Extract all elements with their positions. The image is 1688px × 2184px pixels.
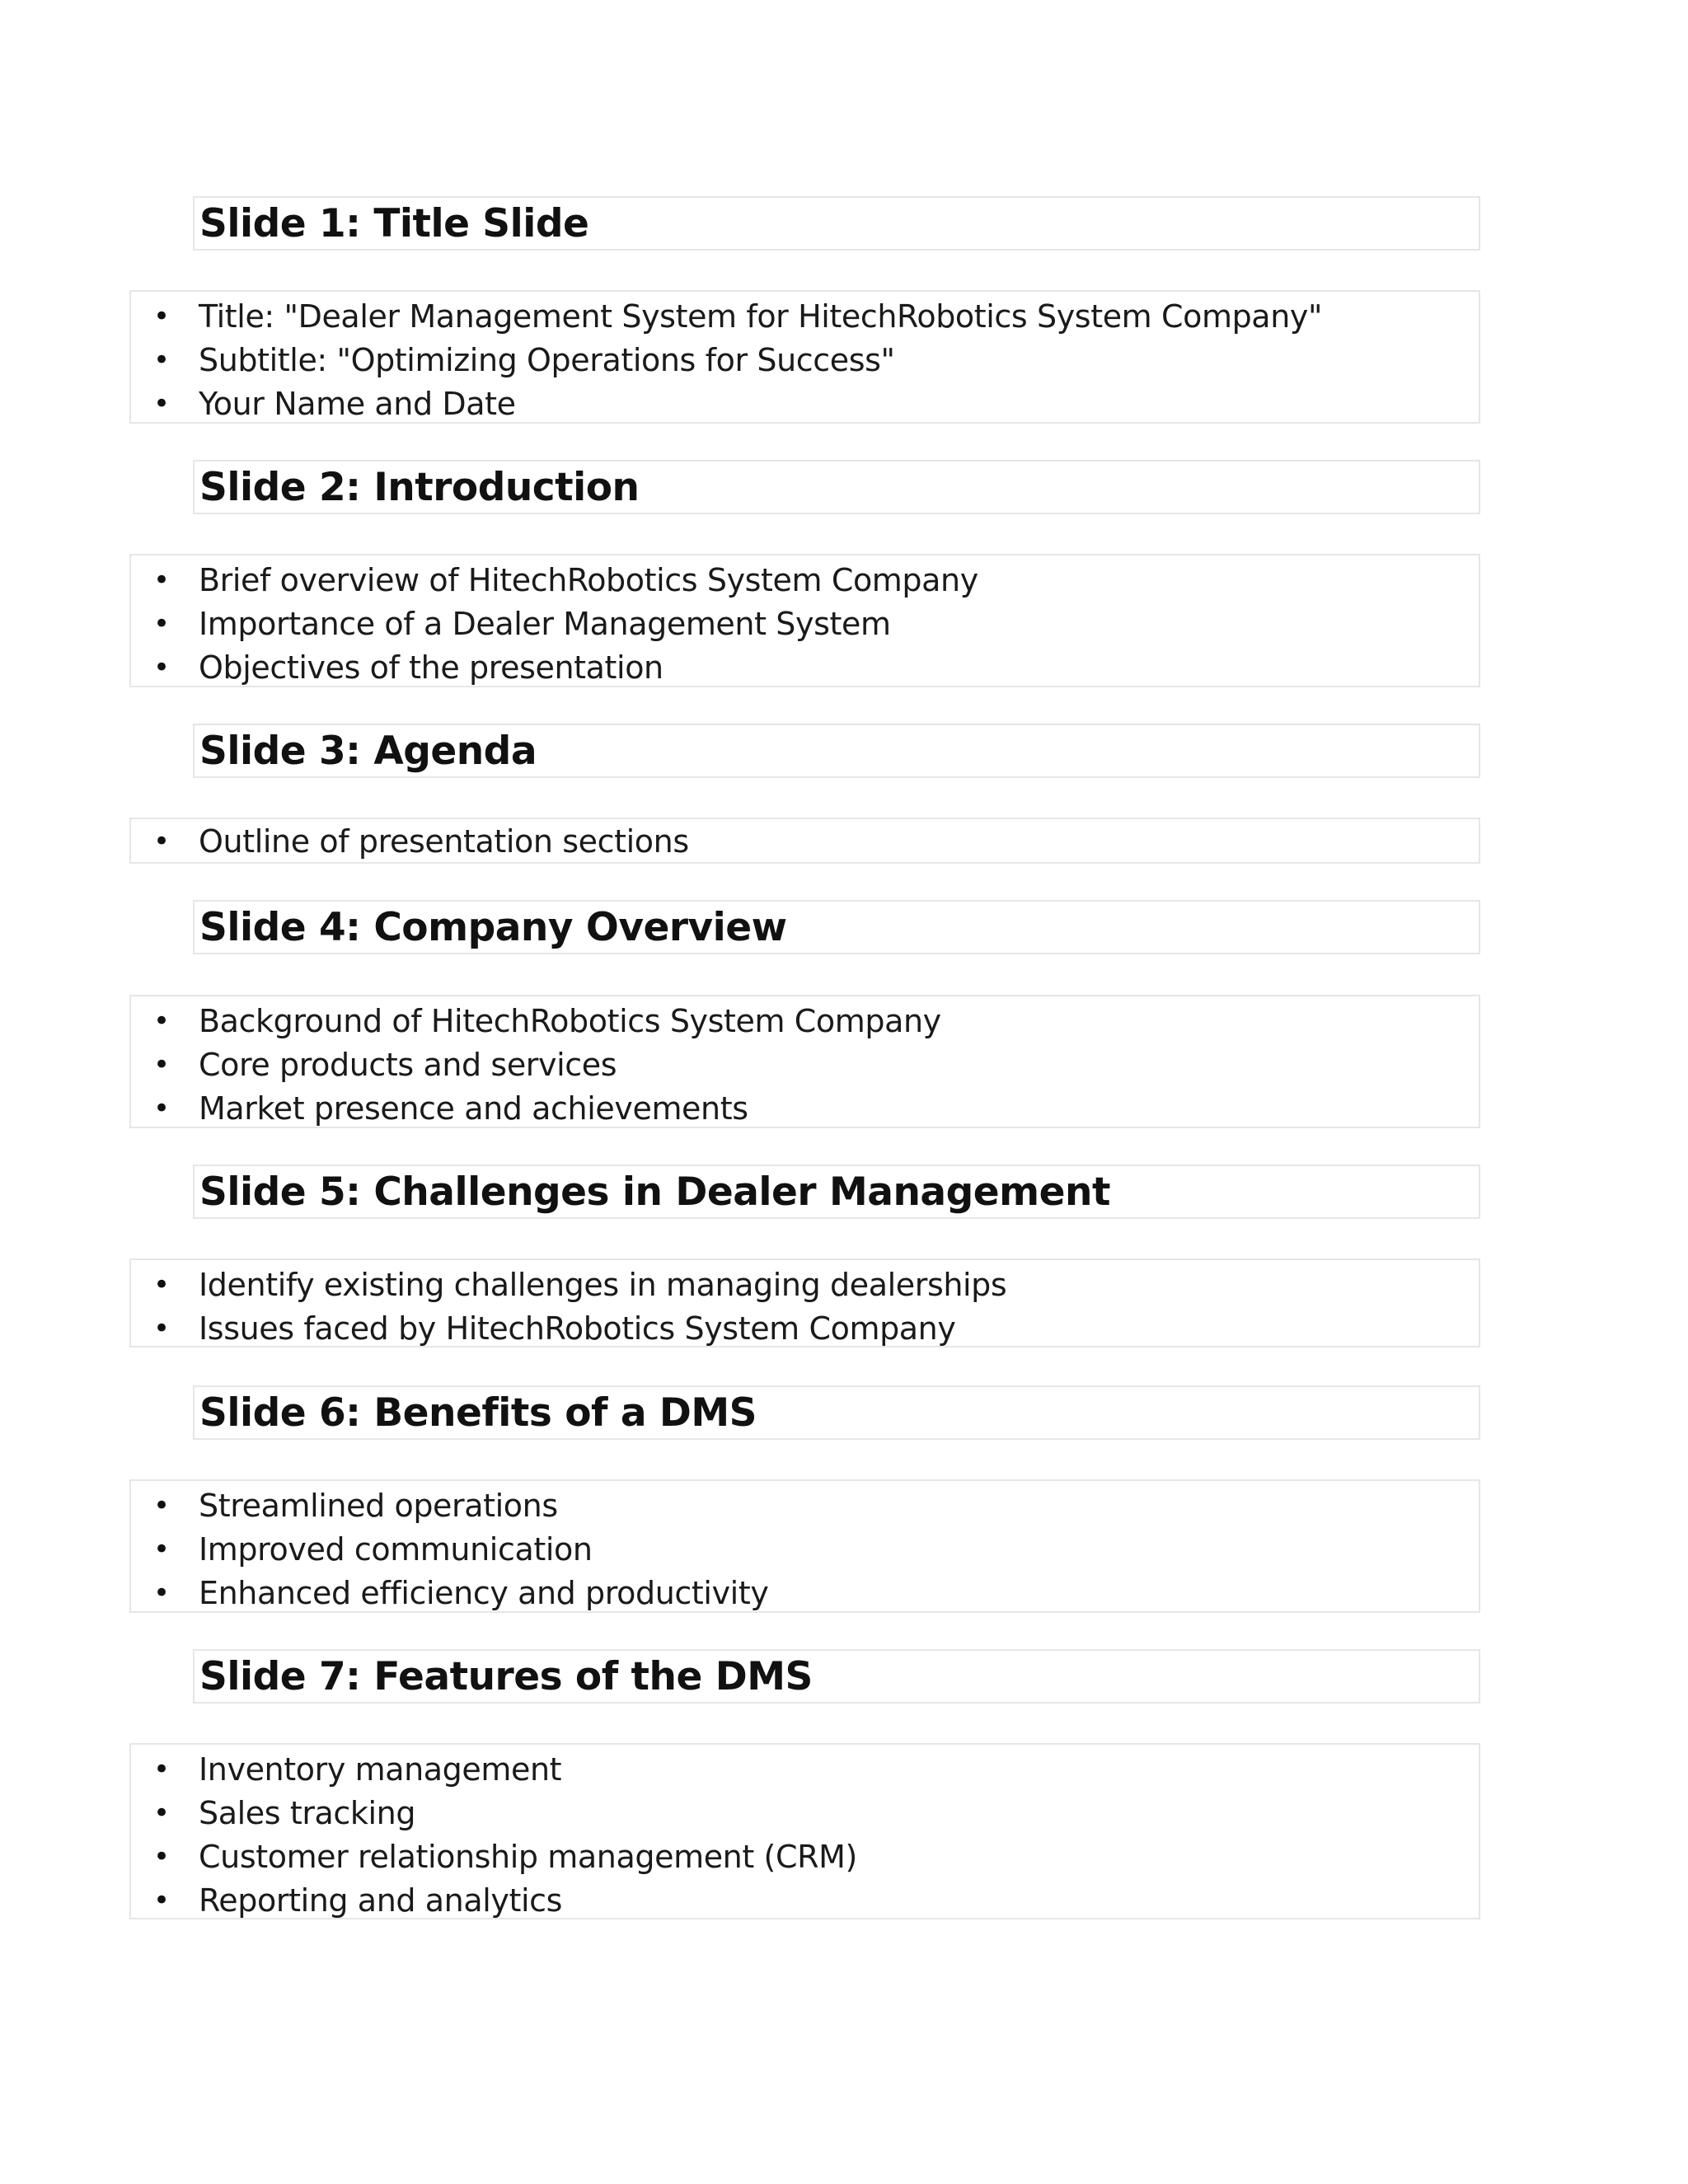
list-item-text: Brief overview of HitechRobotics System Company — [199, 562, 978, 598]
bullet-list — [131, 1748, 1479, 1923]
bullet-dot-icon: • — [153, 1048, 171, 1081]
bullet-dot-icon: • — [153, 1268, 171, 1301]
slide-heading: Slide 2: Introduction — [199, 465, 640, 510]
bullet-dot-icon: • — [153, 344, 171, 377]
list-item-text: Importance of a Dealer Management System — [199, 606, 891, 642]
slide-heading: Slide 1: Title Slide — [199, 201, 589, 246]
heading-box — [193, 460, 1480, 514]
slide-heading: Slide 7: Features of the DMS — [199, 1654, 813, 1699]
list-item — [131, 602, 1479, 646]
list-item — [131, 1043, 1479, 1087]
bullet-dot-icon: • — [153, 1884, 171, 1917]
bullet-list — [131, 820, 1479, 864]
bullet-list — [131, 1263, 1479, 1351]
bullet-dot-icon: • — [153, 300, 171, 333]
list-item-text: Core products and services — [199, 1047, 617, 1083]
bullet-list — [131, 1484, 1479, 1615]
bullet-dot-icon: • — [153, 825, 171, 858]
bullet-list-box — [129, 290, 1480, 424]
bullet-dot-icon: • — [153, 1797, 171, 1830]
list-item-text: Market presence and achievements — [199, 1090, 748, 1127]
list-item — [131, 1528, 1479, 1572]
list-item-text: Enhanced efficiency and productivity — [199, 1575, 769, 1611]
list-item-text: Reporting and analytics — [199, 1882, 563, 1919]
list-item — [131, 1879, 1479, 1923]
list-item-text: Outline of presentation sections — [199, 823, 689, 860]
bullet-list — [131, 295, 1479, 426]
list-item-text: Customer relationship management (CRM) — [199, 1839, 857, 1875]
bullet-list-box — [129, 1258, 1480, 1347]
bullet-dot-icon: • — [153, 1533, 171, 1566]
heading-box — [193, 196, 1480, 251]
bullet-list-box — [129, 1743, 1480, 1919]
list-item-text: Your Name and Date — [199, 386, 516, 422]
bullet-list-box — [129, 554, 1480, 687]
list-item — [131, 1000, 1479, 1043]
list-item-text: Identify existing challenges in managing dealerships — [199, 1267, 1007, 1303]
list-item — [131, 1307, 1479, 1351]
bullet-list — [131, 1000, 1479, 1131]
heading-box — [193, 1649, 1480, 1704]
list-item — [131, 295, 1479, 339]
list-item-text: Title: "Dealer Management System for HitechRobotics System Company" — [199, 298, 1323, 335]
bullet-list-box — [129, 1479, 1480, 1613]
bullet-list — [131, 559, 1479, 690]
bullet-dot-icon: • — [153, 564, 171, 597]
list-item — [131, 339, 1479, 382]
heading-box — [193, 900, 1480, 954]
list-item — [131, 1792, 1479, 1835]
bullet-dot-icon: • — [153, 1312, 171, 1345]
bullet-dot-icon: • — [153, 1005, 171, 1038]
bullet-dot-icon: • — [153, 651, 171, 684]
list-item — [131, 559, 1479, 602]
bullet-dot-icon: • — [153, 387, 171, 420]
bullet-list-box — [129, 995, 1480, 1128]
slide-heading: Slide 6: Benefits of a DMS — [199, 1390, 757, 1436]
list-item — [131, 1087, 1479, 1131]
list-item — [131, 382, 1479, 426]
list-item — [131, 1572, 1479, 1615]
list-item — [131, 1484, 1479, 1528]
list-item — [131, 1835, 1479, 1879]
bullet-dot-icon: • — [153, 1577, 171, 1610]
list-item-text: Inventory management — [199, 1751, 562, 1788]
list-item — [131, 820, 1479, 864]
list-item-text: Background of HitechRobotics System Company — [199, 1003, 941, 1039]
bullet-dot-icon: • — [153, 1753, 171, 1786]
list-item — [131, 1748, 1479, 1792]
bullet-dot-icon: • — [153, 1092, 171, 1125]
list-item-text: Streamlined operations — [199, 1488, 558, 1524]
bullet-dot-icon: • — [153, 607, 171, 640]
list-item-text: Sales tracking — [199, 1795, 416, 1831]
slide-heading: Slide 5: Challenges in Dealer Management — [199, 1169, 1110, 1215]
bullet-list-box — [129, 818, 1480, 864]
heading-box — [193, 1385, 1480, 1440]
list-item — [131, 646, 1479, 690]
slide-heading: Slide 4: Company Overview — [199, 905, 787, 950]
heading-box — [193, 1165, 1480, 1219]
bullet-dot-icon: • — [153, 1840, 171, 1873]
heading-box — [193, 724, 1480, 778]
list-item — [131, 1263, 1479, 1307]
list-item-text: Objectives of the presentation — [199, 649, 663, 686]
list-item-text: Subtitle: "Optimizing Operations for Success" — [199, 342, 895, 378]
list-item-text: Improved communication — [199, 1531, 593, 1568]
list-item-text: Issues faced by HitechRobotics System Company — [199, 1310, 956, 1347]
slide-heading: Slide 3: Agenda — [199, 729, 537, 774]
bullet-dot-icon: • — [153, 1489, 171, 1522]
